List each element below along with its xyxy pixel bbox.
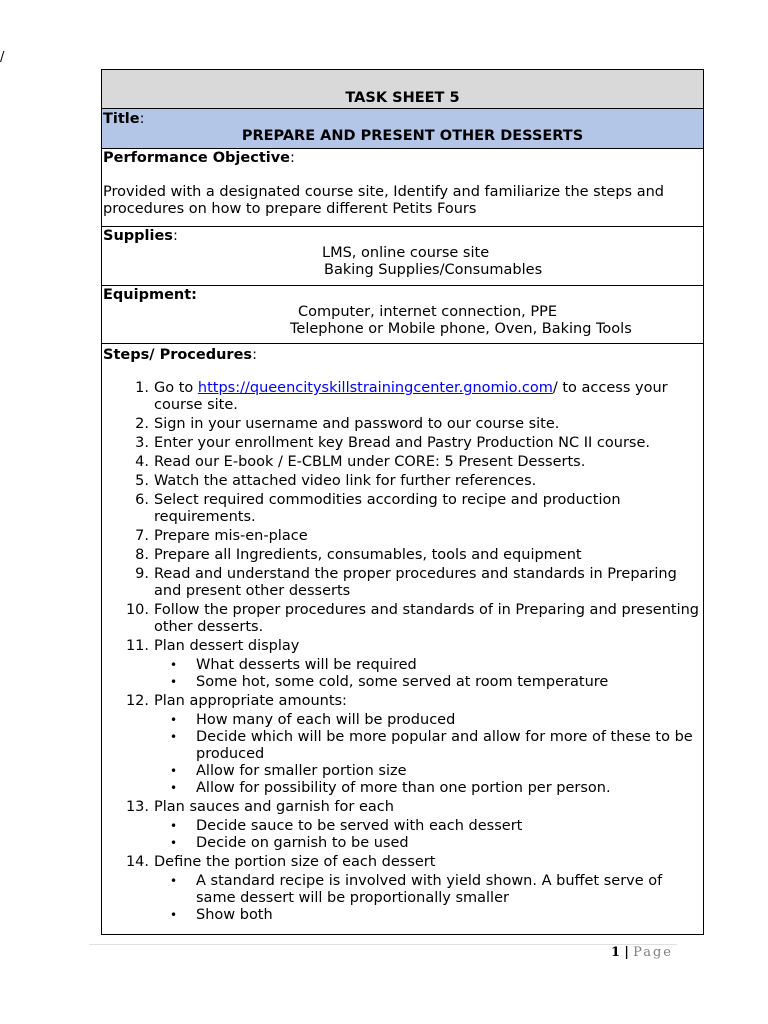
step-number: 9. [135, 566, 149, 582]
bullet-icon: • [170, 836, 178, 850]
step-number: 4. [135, 454, 149, 470]
supplies-row: Supplies: LMS, online course site Baking Supplies/Consumables [102, 227, 703, 286]
sub-bullet-item [154, 780, 702, 797]
equipment-label: Equipment: [103, 287, 197, 303]
sub-bullet-item [154, 873, 702, 907]
sub-bullet-item [154, 763, 702, 780]
step-text: Plan dessert display [154, 638, 300, 654]
bullet-icon: • [170, 764, 178, 778]
step-item [103, 602, 702, 636]
task-sheet-title: TASK SHEET 5 [345, 90, 460, 106]
bullet-icon: • [170, 819, 178, 833]
page-separator: | [624, 945, 629, 960]
sub-bullet-item [154, 818, 702, 835]
task-sheet-table [101, 69, 704, 935]
sub-bullet-text: What desserts will be required [196, 657, 417, 673]
steps-label: Steps/ Procedures [103, 347, 253, 363]
sub-bullet-text: Decide on garnish to be used [196, 835, 409, 851]
step-number: 12. [125, 693, 149, 709]
sub-bullet-list [154, 712, 702, 797]
bullet-icon: • [170, 675, 178, 689]
step-item [103, 528, 702, 545]
title-label: Title [103, 111, 140, 127]
bullet-icon: • [170, 874, 178, 888]
step-number: 1. [135, 380, 149, 396]
step-number: 6. [135, 492, 149, 508]
supply-item: LMS, online course site [322, 245, 490, 261]
step-text: Enter your enrollment key Bread and Pastry Production NC II course. [154, 435, 650, 451]
sub-bullet-item [154, 835, 702, 852]
step-text: Go to [154, 380, 198, 396]
sub-bullet-item [154, 674, 702, 691]
step-text: Watch the attached video link for further references. [154, 473, 537, 489]
step-item [103, 854, 702, 924]
step-item [103, 638, 702, 691]
objective-row: Performance Objective: Provided with a designated course site, Identify and familiarize the steps and procedures on how to prepare different Petits Fours [102, 149, 703, 227]
corner-mark: / [0, 50, 5, 65]
task-sheet-header [102, 70, 703, 109]
step-number: 11. [125, 638, 149, 654]
sub-bullet-text: Some hot, some cold, some served at room temperature [196, 674, 609, 690]
steps-list [103, 380, 702, 924]
step-item [103, 473, 702, 490]
step-text: Read our E-book / E-CBLM under CORE: 5 Present Desserts. [154, 454, 586, 470]
step-item [103, 492, 702, 526]
step-text: / to access your course site. [154, 380, 668, 413]
step-number: 10. [125, 602, 149, 618]
step-item [103, 454, 702, 471]
step-item [103, 799, 702, 852]
sub-bullet-text: Allow for smaller portion size [196, 763, 407, 779]
step-item [103, 416, 702, 433]
step-number: 3. [135, 435, 149, 451]
step-number: 2. [135, 416, 149, 432]
sub-bullet-text: Decide which will be more popular and allow for more of these to be produced [196, 729, 693, 762]
sub-bullet-list [154, 873, 702, 924]
supplies-label: Supplies [103, 228, 173, 244]
step-number: 13. [125, 799, 149, 815]
sub-bullet-list [154, 818, 702, 852]
bullet-icon: • [170, 713, 178, 727]
step-text: Prepare all Ingredients, consumables, tools and equipment [154, 547, 582, 563]
page-number: 1 [611, 945, 621, 960]
step-item [103, 547, 702, 564]
sub-bullet-item [154, 907, 702, 924]
step-item [103, 435, 702, 452]
title-row: Title: PREPARE AND PRESENT OTHER DESSERTS [102, 109, 703, 149]
task-title: PREPARE AND PRESENT OTHER DESSERTS [241, 128, 584, 144]
page-footer [611, 945, 673, 960]
step-number: 8. [135, 547, 149, 563]
sub-bullet-text: A standard recipe is involved with yield shown. A buffet serve of same dessert will be proportionally smaller [196, 873, 663, 906]
course-site-link[interactable]: https://queencityskillstrainingcenter.gnomio.com [197, 380, 553, 396]
step-text: Select required commodities according to recipe and production requirements. [154, 492, 621, 525]
bullet-icon: • [170, 908, 178, 922]
bullet-icon: • [170, 781, 178, 795]
step-text: Plan appropriate amounts: [154, 693, 347, 709]
step-text: Follow the proper procedures and standards of in Preparing and presenting other desserts. [154, 602, 699, 635]
equipment-item: Computer, internet connection, PPE [298, 304, 557, 320]
footer-divider [89, 944, 677, 945]
sub-bullet-list [154, 657, 702, 691]
step-text: Prepare mis-en-place [154, 528, 308, 544]
supply-item: Baking Supplies/Consumables [324, 262, 543, 278]
bullet-icon: • [170, 730, 178, 744]
step-number: 14. [125, 854, 149, 870]
step-text: Define the portion size of each dessert [154, 854, 436, 870]
sub-bullet-text: Allow for possibility of more than one portion per person. [196, 780, 611, 796]
objective-label: Performance Objective [103, 150, 291, 166]
sub-bullet-item [154, 657, 702, 674]
page-word: Page [633, 945, 673, 960]
step-number: 7. [135, 528, 149, 544]
step-number: 5. [135, 473, 149, 489]
bullet-icon: • [170, 658, 178, 672]
step-item [103, 693, 702, 797]
step-item [103, 566, 702, 600]
sub-bullet-text: Decide sauce to be served with each dessert [196, 818, 523, 834]
step-item [103, 380, 702, 414]
objective-text: Provided with a designated course site, Identify and familiarize the steps and procedures on how to prepare different Petits Fours [103, 184, 664, 217]
sub-bullet-text: How many of each will be produced [196, 712, 456, 728]
step-text: Plan sauces and garnish for each [154, 799, 394, 815]
equipment-row [102, 286, 703, 344]
step-text: Read and understand the proper procedures and standards in Preparing and present other desserts [154, 566, 677, 599]
sub-bullet-text: Show both [196, 907, 273, 923]
step-text: Sign in your username and password to our course site. [154, 416, 560, 432]
sub-bullet-item [154, 729, 702, 763]
steps-row: Steps/ Procedures: 1. Go to https://queencityskillstrainingcenter.gnomio.com/ to access your course site. 2. Sign in your username and password to our course site. 3. Enter your enrollment key Bread and Pastry Production NC II course. 4. Read our E-book / E-CBLM under CORE: 5 Present Desserts. 5. Watch the attached video link for further references. 6. Select required commodities according to recipe and production requirements. 7. Prepare mis-en-place 8. Prepare all Ingredients, consumables, tools and equipment 9. Read and understand the proper procedures and standards in Preparing and present other desserts 10. Follow the proper procedures and standards of in Preparing and presenting other desserts. 11. Plan dessert display • What desserts will be required • Some hot, some cold, some served at room temperature 12. Plan appropriate amounts: • How many of each will be produced • Decide which will be more popular and allow for more of these to be produced • Allow for smaller portion size • Allow for possibility of more than one portion per person. 13. Plan sauces and garnish for each • Decide sauce to be served with each dessert • Decide on garnish to be used 14. Define the portion size of each dessert • A standard recipe is involved with yield shown. A buffet serve of same dessert will be proportionally smaller • Show both [102, 344, 703, 934]
sub-bullet-item [154, 712, 702, 729]
equipment-item: Telephone or Mobile phone, Oven, Baking Tools [290, 321, 632, 337]
